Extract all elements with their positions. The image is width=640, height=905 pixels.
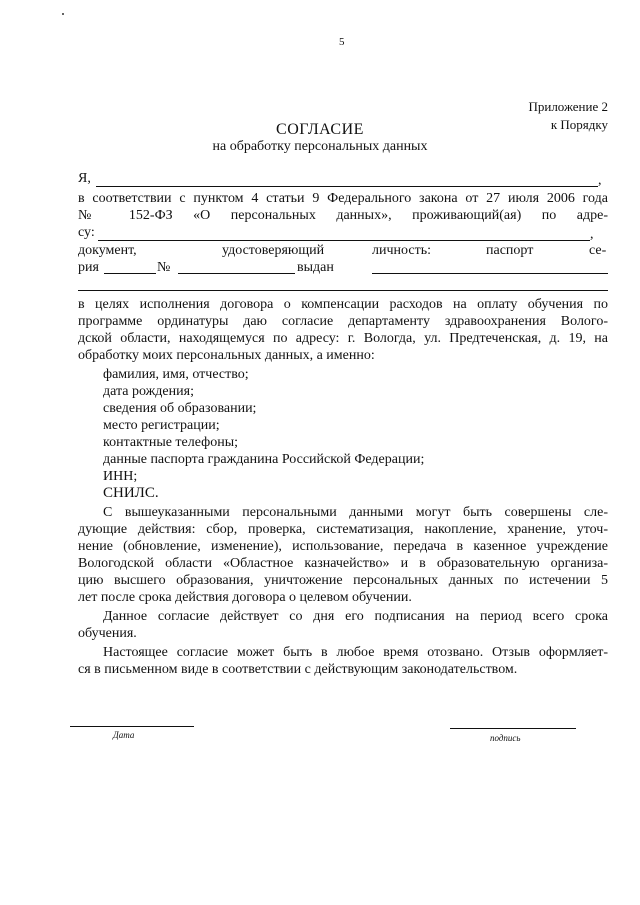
list-item: контактные телефоны; <box>103 435 238 450</box>
issued-by-field[interactable] <box>372 273 608 274</box>
issued-by-field-continued[interactable] <box>78 290 608 291</box>
ya-label: Я, <box>78 171 91 186</box>
full-name-field[interactable] <box>96 186 598 187</box>
actions-line-5: цию высшего образования, уничтожение персональных данных по истечении 5 <box>78 573 608 588</box>
list-item: сведения об образовании; <box>103 401 257 416</box>
passport-number-field[interactable] <box>178 273 295 274</box>
page-number: 5 <box>339 36 345 48</box>
appendix-line-2: к Порядку <box>550 117 608 132</box>
list-item: фамилия, имя, отчество; <box>103 367 249 382</box>
law-line-2: № 152-ФЗ «О персональных данных», проживающий(ая) по адре- <box>78 208 608 223</box>
purpose-line-3: дской области, находящемуся по адресу: г. Вологда, ул. Предтеченская, д. 19, на <box>78 331 608 346</box>
comma-2: , <box>590 227 594 242</box>
number-label: № <box>157 260 171 275</box>
list-item: ИНН; <box>103 469 138 484</box>
purpose-line-2: программе ординатуры даю согласие департаменту здравоохранения Волого- <box>78 314 608 329</box>
appendix-line-1: Приложение 2 <box>528 99 608 114</box>
validity-line-1: Данное согласие действует со дня его подписания на период всего срока <box>103 609 608 624</box>
list-item: данные паспорта гражданина Российской Федерации; <box>103 452 425 467</box>
identifying-word: удостоверяющий <box>222 243 325 258</box>
actions-line-6: лет после срока действия договора о целевом обучении. <box>78 590 412 605</box>
list-item: место регистрации; <box>103 418 220 433</box>
list-item: СНИЛС. <box>103 485 159 501</box>
series-label: рия <box>78 260 99 275</box>
signature-label: подпись <box>490 733 521 743</box>
actions-line-4: Вологодской области «Областное казначейство» и в образовательную организа- <box>78 556 608 571</box>
revocation-line-1: Настоящее согласие может быть в любое время отозвано. Отзыв оформляет- <box>103 645 608 660</box>
address-label: су: <box>78 225 95 240</box>
date-field[interactable] <box>70 726 194 727</box>
signature-field[interactable] <box>450 728 576 729</box>
purpose-line-1: в целях исполнения договора о компенсации расходов на оплату обучения по <box>78 297 608 312</box>
purpose-line-4: обработку моих персональных данных, а именно: <box>78 348 375 363</box>
document-word: документ, <box>78 243 137 258</box>
validity-line-2: обучения. <box>78 626 137 641</box>
issued-label: выдан <box>297 260 334 275</box>
passport-word: паспорт <box>486 243 534 258</box>
document-title: СОГЛАСИЕ <box>276 121 364 138</box>
document-subtitle: на обработку персональных данных <box>212 139 428 154</box>
actions-line-2: дующие действия: сбор, проверка, систематизация, накопление, хранение, уточ- <box>78 522 608 537</box>
date-label: Дата <box>113 730 135 740</box>
identity-word: личность: <box>372 243 431 258</box>
actions-line-1: С вышеуказанными персональными данными могут быть совершены сле- <box>103 505 608 520</box>
scan-speck <box>62 13 64 15</box>
passport-series-field[interactable] <box>104 273 156 274</box>
law-line-1: в соответствии с пунктом 4 статьи 9 Федерального закона от 27 июля 2006 года <box>78 191 608 206</box>
actions-line-3: нение (обновление, изменение), использование, передача в казенное учреждение <box>78 539 608 554</box>
list-item: дата рождения; <box>103 384 194 399</box>
comma-1: , <box>598 173 602 188</box>
address-field[interactable] <box>98 240 590 241</box>
series-hyphen-word: се- <box>589 243 607 258</box>
revocation-line-2: ся в письменном виде в соответствии с действующим законодательством. <box>78 662 518 677</box>
